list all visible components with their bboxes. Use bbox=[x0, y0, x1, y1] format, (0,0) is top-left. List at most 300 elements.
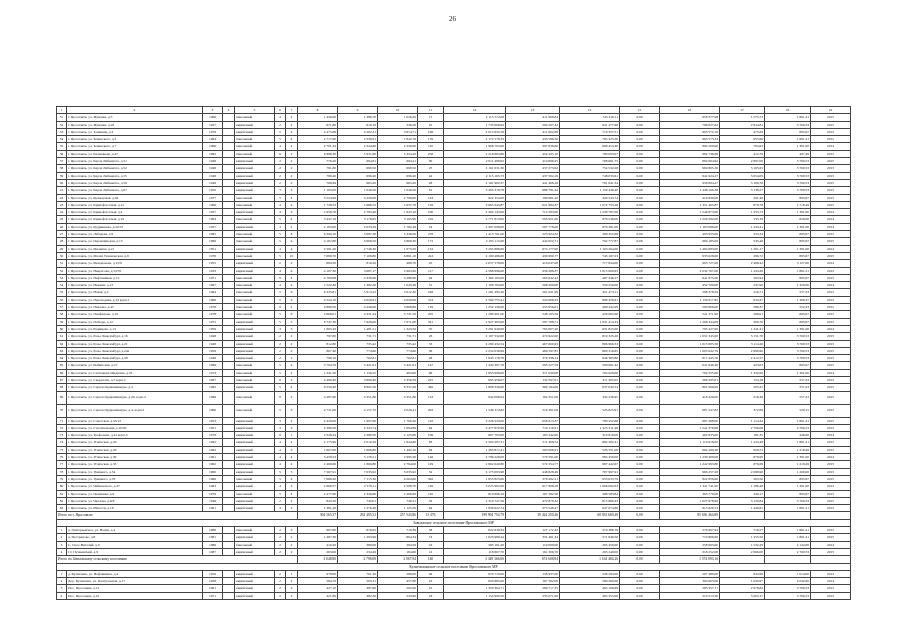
cell-e: 4 bbox=[286, 245, 298, 252]
cell-v3: 571 846,50 bbox=[560, 534, 620, 541]
cell-s1: 2 386,56 bbox=[298, 424, 338, 431]
cell-s1: 867,40 bbox=[298, 347, 338, 354]
empty-cell bbox=[223, 238, 235, 245]
cell-v1: 3 226 534,00 bbox=[444, 417, 506, 424]
cell-v6: 1 391,00 bbox=[765, 325, 811, 332]
cell-a: г. Ярославль, ул. Чкалова, д.6/8 bbox=[67, 497, 203, 504]
total-z: 0,00 bbox=[620, 512, 660, 519]
cell-p: 170 bbox=[418, 136, 444, 143]
cell-y: 1953 bbox=[203, 417, 223, 424]
cell-s3: 489,70 bbox=[378, 260, 418, 267]
cell-v3: 745 416,11 bbox=[560, 114, 620, 121]
empty-cell bbox=[223, 245, 235, 252]
table-row bbox=[57, 194, 851, 201]
cell-v1: 1 968 793,00 bbox=[444, 143, 506, 150]
cell-y: 1948 bbox=[203, 172, 223, 179]
cell-v4: 662 299,40 bbox=[660, 446, 720, 453]
cell-v1: 2 161 902,27 bbox=[444, 179, 506, 186]
table-row bbox=[57, 165, 851, 172]
cell-v2: 524 668,33 bbox=[506, 296, 560, 303]
cell-v2: 430 690,77 bbox=[506, 252, 560, 259]
cell-yr: 2015 bbox=[811, 318, 851, 325]
cell-s2: 699,50 bbox=[338, 165, 378, 172]
cell-e: 4 bbox=[286, 194, 298, 201]
cell-a: г. Ярославль, ул. Трефолева, д.22 корп.3 bbox=[67, 432, 203, 439]
cell-v2: 255 656,01 bbox=[506, 304, 560, 311]
cell-s1: 2 666,57 bbox=[298, 483, 338, 490]
cell-v3: 469 242,99 bbox=[560, 304, 620, 311]
cell-z: 0,00 bbox=[620, 260, 660, 267]
total-v3: 1 162 484,26 bbox=[560, 556, 620, 563]
cell-yr: 2015 bbox=[811, 304, 851, 311]
cell-v1: 1 855 825,60 bbox=[444, 475, 506, 482]
cell-z: 0,00 bbox=[620, 311, 660, 318]
cell-v1: 942 098,04 bbox=[444, 391, 506, 404]
cell-p: 70 bbox=[418, 325, 444, 332]
cell-v4: 1 110 616,00 bbox=[660, 439, 720, 446]
cell-n: 68 bbox=[57, 384, 67, 391]
cell-y: 1960 bbox=[203, 468, 223, 475]
cell-yr: 2015 bbox=[811, 231, 851, 238]
cell-yr: 2014 bbox=[811, 245, 851, 252]
cell-v2: 765 007,20 bbox=[506, 325, 560, 332]
cell-v4: 297 480,00 bbox=[660, 570, 720, 577]
cell-v4: 987 468,00 bbox=[660, 417, 720, 424]
cell-n: 54 bbox=[57, 282, 67, 289]
cell-v2: 936 288,37 bbox=[506, 267, 560, 274]
cell-v4: 1 027 978,90 bbox=[660, 497, 720, 504]
cell-v5: 216,49 bbox=[720, 391, 765, 404]
cell-p: 440 bbox=[418, 384, 444, 391]
cell-v1: 3 665 245,87 bbox=[444, 201, 506, 208]
cell-t: кирпичный bbox=[235, 585, 275, 592]
cell-y: 1957 bbox=[203, 121, 223, 128]
cell-s3: 774,60 bbox=[378, 347, 418, 354]
cell-v1: 1 839 622,74 bbox=[444, 505, 506, 512]
cell-floors: 2 bbox=[275, 592, 286, 599]
cell-a: г. Ярославль, ул. Калмыкова, д.47 bbox=[67, 150, 203, 157]
cell-n: 46 bbox=[57, 223, 67, 230]
cell-t: кирпичный bbox=[235, 505, 275, 512]
column-number: 1 bbox=[57, 107, 67, 114]
total-row bbox=[57, 556, 851, 563]
cell-n: 60 bbox=[57, 325, 67, 332]
cell-v6: 3 760,53 bbox=[765, 355, 811, 362]
cell-y: 1961 bbox=[203, 505, 223, 512]
cell-v6: 1 014,00 bbox=[765, 570, 811, 577]
cell-v4: 1 015 805,58 bbox=[660, 340, 720, 347]
cell-y: 1948 bbox=[203, 333, 223, 340]
cell-v2: 167 282,56 bbox=[506, 490, 560, 497]
cell-v3: 743 167,23 bbox=[560, 252, 620, 259]
cell-t: панельный bbox=[235, 296, 275, 303]
cell-a: г. Ярославль, ул. Кривофлотская, д.1а bbox=[67, 201, 203, 208]
cell-y: 1951 bbox=[203, 245, 223, 252]
cell-v6: 1 391,00 bbox=[765, 245, 811, 252]
cell-v4: 941 624,27 bbox=[660, 172, 720, 179]
cell-p: 129 bbox=[418, 304, 444, 311]
cell-y: 1966 bbox=[203, 404, 223, 417]
cell-s2: 7 035,92 bbox=[338, 468, 378, 475]
cell-y: 1978 bbox=[203, 311, 223, 318]
cell-v4: 1 239 369,00 bbox=[660, 454, 720, 461]
cell-v6: 895,67 bbox=[765, 194, 811, 201]
cell-s1: 3 524,99 bbox=[298, 194, 338, 201]
cell-v5: 372,69 bbox=[720, 404, 765, 417]
cell-yr: 2014 bbox=[811, 369, 851, 376]
empty-cell bbox=[223, 490, 235, 497]
cell-v2: 375 549,27 bbox=[506, 505, 560, 512]
cell-s2: 503,31 bbox=[338, 578, 378, 585]
cell-v2: 136 937,00 bbox=[506, 570, 560, 577]
cell-y: 1987 bbox=[203, 548, 223, 555]
cell-n: 67 bbox=[57, 376, 67, 383]
table-row bbox=[57, 340, 851, 347]
cell-e: 2 bbox=[286, 150, 298, 157]
cell-s3: 493,00 bbox=[378, 369, 418, 376]
cell-v6: 3 127,00 bbox=[765, 260, 811, 267]
cell-v2: 378 492,21 bbox=[506, 475, 560, 482]
cell-v3: 647 074,80 bbox=[560, 505, 620, 512]
cell-z: 0,00 bbox=[620, 114, 660, 121]
cell-yr: 2015 bbox=[811, 497, 851, 504]
cell-v6: 1 861,21 bbox=[765, 267, 811, 274]
cell-s2: 2 010,29 bbox=[338, 439, 378, 446]
cell-v1: 2 197 532,00 bbox=[444, 333, 506, 340]
cell-s2: 4 339,90 bbox=[338, 274, 378, 281]
cell-s3: 1 125,50 bbox=[378, 505, 418, 512]
cell-s3: 1 694,89 bbox=[378, 424, 418, 431]
empty-cell bbox=[223, 391, 235, 404]
cell-e: 2 bbox=[286, 592, 298, 599]
cell-e: 1 bbox=[286, 432, 298, 439]
cell-v6: 3 760,53 bbox=[765, 497, 811, 504]
cell-v4: 1 298 344,00 bbox=[660, 318, 720, 325]
cell-v2: 161 306,70 bbox=[506, 548, 560, 555]
cell-p: 69 bbox=[418, 369, 444, 376]
cell-v1: 1 394 165,00 bbox=[444, 274, 506, 281]
cell-y: 1958 bbox=[203, 578, 223, 585]
cell-s2: 870,65 bbox=[338, 527, 378, 534]
cell-z: 0,00 bbox=[620, 121, 660, 128]
cell-a: д. Григорьевское, ул. Новая, д.4 bbox=[67, 527, 203, 534]
empty-cell bbox=[223, 541, 235, 548]
cell-floors: 9 bbox=[275, 274, 286, 281]
cell-t: панельный bbox=[235, 201, 275, 208]
column-number: 4 bbox=[223, 107, 235, 114]
cell-v4: 969 805,30 bbox=[660, 165, 720, 172]
empty-cell bbox=[223, 376, 235, 383]
cell-z: 0,00 bbox=[620, 527, 660, 534]
cell-v6: 895,67 bbox=[765, 252, 811, 259]
cell-v2: 674 177,00 bbox=[506, 245, 560, 252]
cell-s3: 1 323,50 bbox=[378, 325, 418, 332]
cell-yr: 2015 bbox=[811, 172, 851, 179]
cell-s3: 4 020,00 bbox=[378, 296, 418, 303]
cell-v6: 3 760,53 bbox=[765, 592, 811, 599]
cell-v5: 3 129,84 bbox=[720, 497, 765, 504]
cell-v4: 1 130 817,65 bbox=[660, 296, 720, 303]
cell-s1: 4 167,80 bbox=[298, 238, 338, 245]
cell-floors: 2 bbox=[275, 165, 286, 172]
empty-cell bbox=[223, 223, 235, 230]
cell-t: кирпичный bbox=[235, 340, 275, 347]
cell-e: 2 bbox=[286, 355, 298, 362]
cell-floors: 9 bbox=[275, 304, 286, 311]
cell-s1: 1 381,40 bbox=[298, 505, 338, 512]
cell-s2: 2 346,80 bbox=[338, 490, 378, 497]
cell-a: г. Ярославль, ул. Строительная, д.10/20 bbox=[67, 424, 203, 431]
cell-v2: 467 660,63 bbox=[506, 340, 560, 347]
column-number: 2 bbox=[67, 107, 203, 114]
cell-z: 0,00 bbox=[620, 296, 660, 303]
table-row bbox=[57, 548, 851, 555]
cell-p: 25 bbox=[418, 165, 444, 172]
cell-v4: 493 653,00 bbox=[660, 231, 720, 238]
total-v4: 85 636 464,88 bbox=[660, 512, 720, 519]
empty-cell bbox=[811, 556, 851, 563]
cell-v1: 670 710,00 bbox=[444, 570, 506, 577]
cell-z: 0,00 bbox=[620, 274, 660, 281]
cell-y: 1951 bbox=[203, 424, 223, 431]
cell-v4: 1 351 465,87 bbox=[660, 201, 720, 208]
cell-floors: 5 bbox=[275, 194, 286, 201]
cell-p: 64 bbox=[418, 505, 444, 512]
empty-cell bbox=[223, 194, 235, 201]
cell-z: 0,00 bbox=[620, 475, 660, 482]
cell-v3: 1 615 600,93 bbox=[560, 267, 620, 274]
cell-z: 0,00 bbox=[620, 384, 660, 391]
cell-n: 80 bbox=[57, 483, 67, 490]
cell-v3: 236 293,00 bbox=[560, 570, 620, 577]
cell-v5: 2 412,57 bbox=[720, 355, 765, 362]
cell-s2: 1 666,80 bbox=[338, 446, 378, 453]
cell-z: 0,00 bbox=[620, 497, 660, 504]
cell-s1: 798,10 bbox=[298, 355, 338, 362]
cell-t: панельный bbox=[235, 143, 275, 150]
cell-e: 2 bbox=[286, 534, 298, 541]
cell-y: 1986 bbox=[203, 541, 223, 548]
cell-p: 248 bbox=[418, 289, 444, 296]
cell-s3: 3 866,80 bbox=[378, 304, 418, 311]
cell-v4: 1 005 642,79 bbox=[660, 347, 720, 354]
cell-z: 0,00 bbox=[620, 541, 660, 548]
cell-z: 0,00 bbox=[620, 304, 660, 311]
cell-z: 0,00 bbox=[620, 391, 660, 404]
column-numbers-row bbox=[57, 107, 851, 114]
empty-cell bbox=[223, 150, 235, 157]
cell-v1: 820 885,00 bbox=[444, 578, 506, 585]
cell-t: кирпичный bbox=[235, 483, 275, 490]
table-row bbox=[57, 541, 851, 548]
cell-n: 47 bbox=[57, 231, 67, 238]
empty-cell bbox=[223, 534, 235, 541]
cell-floors: 5 bbox=[275, 136, 286, 143]
cell-yr: 2015 bbox=[811, 548, 851, 555]
cell-y: 1948 bbox=[203, 355, 223, 362]
cell-floors: 4 bbox=[275, 209, 286, 216]
cell-v4: 1 448 100,38 bbox=[660, 187, 720, 194]
cell-floors: 4 bbox=[275, 282, 286, 289]
cell-t: кирпичный bbox=[235, 158, 275, 165]
cell-p: 30 bbox=[418, 158, 444, 165]
table-row bbox=[57, 454, 851, 461]
cell-a: г. Ярославль, ул. Панфилова, д.19 bbox=[67, 311, 203, 318]
cell-s2: 665,20 bbox=[338, 179, 378, 186]
total-row bbox=[57, 512, 851, 519]
cell-y: 1967 bbox=[203, 282, 223, 289]
total-label: Итого по г. Ярославлю bbox=[57, 512, 298, 519]
cell-v4: 402 833,00 bbox=[660, 432, 720, 439]
cell-a: г. Ярославль, ул. Розы Люксембург, д.24а bbox=[67, 347, 203, 354]
cell-yr: 2015 bbox=[811, 340, 851, 347]
column-number: 10 bbox=[378, 107, 418, 114]
cell-p: 26 bbox=[418, 333, 444, 340]
cell-y: 1962 bbox=[203, 461, 223, 468]
cell-floors: 5 bbox=[275, 128, 286, 135]
cell-v6: 1 861,21 bbox=[765, 439, 811, 446]
cell-t: кирпичный bbox=[235, 172, 275, 179]
cell-v4: 641 875,00 bbox=[660, 274, 720, 281]
cell-v5: 1 243,28 bbox=[720, 267, 765, 274]
total-s1: 3 048,80 bbox=[298, 556, 338, 563]
cell-t: кирпичный bbox=[235, 578, 275, 585]
cell-v3: 754 532,28 bbox=[560, 165, 620, 172]
cell-s3: 2 963,20 bbox=[378, 267, 418, 274]
cell-v3: 332 236,95 bbox=[560, 391, 620, 404]
cell-s1: 4 700,08 bbox=[298, 274, 338, 281]
cell-v5: 929,51 bbox=[720, 446, 765, 453]
cell-v2: 369 184,00 bbox=[506, 384, 560, 391]
cell-s1: 1 522,46 bbox=[298, 282, 338, 289]
column-number: 8 bbox=[298, 107, 338, 114]
cell-floors: 9 bbox=[275, 376, 286, 383]
cell-t: панельный bbox=[235, 238, 275, 245]
cell-v1: 819 896,16 bbox=[444, 490, 506, 497]
cell-v5: 1 241,41 bbox=[720, 325, 765, 332]
cell-v1: 2 254 030,99 bbox=[444, 347, 506, 354]
cell-v3: 702 628,00 bbox=[560, 369, 620, 376]
cell-v6: 497,49 bbox=[765, 150, 811, 157]
cell-s2: 694,81 bbox=[338, 158, 378, 165]
cell-y: 1979 bbox=[203, 432, 223, 439]
cell-v1: 922 354,00 bbox=[444, 194, 506, 201]
cell-v1: 1 843 178,76 bbox=[444, 355, 506, 362]
empty-cell bbox=[223, 570, 235, 577]
empty-cell bbox=[223, 369, 235, 376]
cell-floors: 5 bbox=[275, 296, 286, 303]
cell-s3: 1 943,10 bbox=[378, 209, 418, 216]
cell-v2: 572 254,77 bbox=[506, 461, 560, 468]
total-v1: 199 994 754,79 bbox=[444, 512, 506, 519]
cell-t: панельный bbox=[235, 304, 275, 311]
cell-s2: 735,42 bbox=[338, 340, 378, 347]
cell-a: г. Ярославль, ул. Кривофлотская, д.4 bbox=[67, 209, 203, 216]
cell-p: 202 bbox=[418, 404, 444, 417]
cell-y: 1962 bbox=[203, 384, 223, 391]
cell-n: 61 bbox=[57, 333, 67, 340]
cell-v2: 441 406,16 bbox=[506, 179, 560, 186]
cell-s2: 774,60 bbox=[338, 347, 378, 354]
cell-z: 0,00 bbox=[620, 209, 660, 216]
cell-v5: 263,50 bbox=[720, 475, 765, 482]
cell-s1: 1 667,00 bbox=[298, 446, 338, 453]
cell-floors: 2 bbox=[275, 121, 286, 128]
cell-t: панельный bbox=[235, 391, 275, 404]
empty-cell bbox=[223, 527, 235, 534]
cell-y: 1975 bbox=[203, 318, 223, 325]
cell-s3: 3 731,50 bbox=[378, 311, 418, 318]
cell-v6: 1 391,00 bbox=[765, 454, 811, 461]
cell-v4: 258 663,00 bbox=[660, 541, 720, 548]
cell-v2: 216 391,09 bbox=[506, 404, 560, 417]
cell-s3: 4 351,80 bbox=[378, 391, 418, 404]
cell-v3: 898 329,61 bbox=[560, 296, 620, 303]
cell-n: 40 bbox=[57, 179, 67, 186]
cell-n: 83 bbox=[57, 505, 67, 512]
cell-v4: 585 457,71 bbox=[660, 585, 720, 592]
table-row bbox=[57, 527, 851, 534]
cell-p: 71 bbox=[418, 114, 444, 121]
cell-s1: 2 477,90 bbox=[298, 490, 338, 497]
cell-v4: 687 247,82 bbox=[660, 404, 720, 417]
empty-cell bbox=[223, 325, 235, 332]
cell-a: г. Ярославль, ул. Кудринцева, д.22/31 bbox=[67, 223, 203, 230]
cell-v3: 1 150 436,40 bbox=[560, 187, 620, 194]
empty-cell bbox=[223, 439, 235, 446]
cell-y: 1966 bbox=[203, 201, 223, 208]
table-row bbox=[57, 461, 851, 468]
cell-z: 0,00 bbox=[620, 439, 660, 446]
empty-cell bbox=[223, 404, 235, 417]
cell-e: 3 bbox=[286, 527, 298, 534]
cell-s1: 7 066,20 bbox=[298, 475, 338, 482]
cell-s3: 457,80 bbox=[378, 578, 418, 585]
cell-a: г. Ярославль, ул. Карла Либкнехта, д.55 bbox=[67, 172, 203, 179]
cell-z: 0,00 bbox=[620, 216, 660, 223]
cell-v5: 3 003,17 bbox=[720, 592, 765, 599]
cell-v5: 298,01 bbox=[720, 311, 765, 318]
cell-p: 51 bbox=[418, 282, 444, 289]
cell-s2: 3 176,51 bbox=[338, 454, 378, 461]
cell-v4: 719 860,60 bbox=[660, 534, 720, 541]
column-number: 11 bbox=[418, 107, 444, 114]
cell-v4: 510 513,50 bbox=[660, 592, 720, 599]
cell-v4: 892 064,92 bbox=[660, 158, 720, 165]
cell-p: 25 bbox=[418, 121, 444, 128]
cell-z: 0,00 bbox=[620, 179, 660, 186]
cell-n: 36 bbox=[57, 150, 67, 157]
cell-v6: 3 760,53 bbox=[765, 158, 811, 165]
cell-s1: 3 704,70 bbox=[298, 362, 338, 369]
cell-v1: 1 808 330,00 bbox=[444, 384, 506, 391]
cell-v5: 2 066,00 bbox=[720, 548, 765, 555]
cell-p: 341 bbox=[418, 318, 444, 325]
cell-s3: 1 045,46 bbox=[378, 282, 418, 289]
cell-v4: 815 629,74 bbox=[660, 505, 720, 512]
cell-floors: 5 bbox=[275, 369, 286, 376]
cell-p: 25 bbox=[418, 585, 444, 592]
cell-s3: 292,00 bbox=[378, 585, 418, 592]
cell-y: 1962 bbox=[203, 439, 223, 446]
cell-a: г. Ярославль, ул. Свердлова, д.5 корп.2 bbox=[67, 376, 203, 383]
cell-s3: 1 700,20 bbox=[378, 417, 418, 424]
cell-z: 0,00 bbox=[620, 267, 660, 274]
cell-p: 147 bbox=[418, 362, 444, 369]
cell-v1: 1 106 794,00 bbox=[444, 282, 506, 289]
cell-s1: 1 738,53 bbox=[298, 201, 338, 208]
cell-v5: 3 151,70 bbox=[720, 333, 765, 340]
